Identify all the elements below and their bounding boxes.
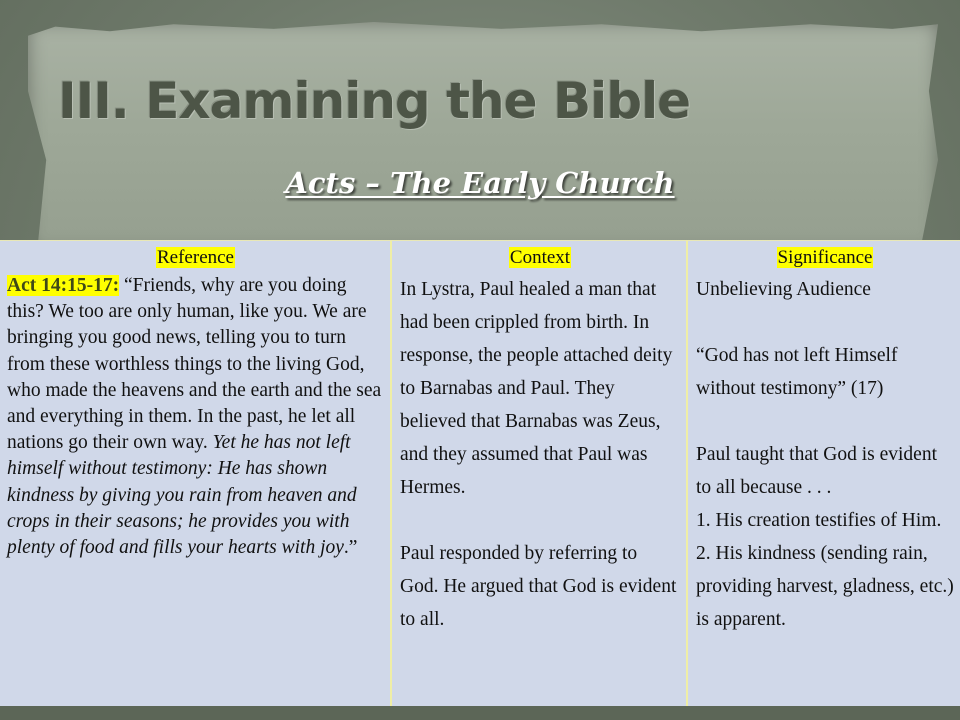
- context-column: [390, 241, 686, 708]
- context-paragraph-1: In Lystra, Paul healed a man that had been crippled from birth. In response, the people attached deity to Barnabas and Paul. They believed that Barnabas was Zeus, and they assumed that Paul was Hermes.: [400, 279, 673, 498]
- significance-line-4: 1. His creation testifies of Him.: [696, 510, 942, 531]
- reference-text: [7, 273, 384, 561]
- significance-line-1: Unbelieving Audience: [696, 279, 871, 300]
- content-table: [0, 240, 960, 708]
- significance-line-5: 2. His kindness (sending rain, providing harvest, gladness, etc.) is apparent.: [696, 543, 954, 630]
- reference-header: Reference: [157, 247, 234, 268]
- significance-header: Significance: [777, 247, 873, 268]
- spacer: [696, 405, 954, 438]
- spacer: [696, 306, 954, 339]
- context-header: Context: [509, 247, 571, 268]
- significance-line-2: “God has not left Himself without testimony” (17): [696, 345, 898, 399]
- quote-end: .”: [343, 537, 358, 559]
- reference-column: [0, 241, 390, 708]
- context-paragraph-2: Paul responded by referring to God. He argued that God is evident to all.: [400, 543, 677, 630]
- scripture-citation: Act 14:15-17:: [7, 275, 120, 296]
- spacer: [400, 504, 680, 537]
- slide-title: III. Examining the Bible: [58, 72, 691, 130]
- quote-plain: “Friends, why are you doing this? We too are only human, like you. We are bringing you good news, telling you to turn from these worthless things to the living God, who made the heavens and the earth and the sea and everything in them. In the past, he let all nations go their own way.: [7, 275, 382, 454]
- title-paper-banner: [28, 22, 938, 252]
- slide-subtitle: Acts – The Early Church: [285, 166, 675, 200]
- significance-column: [686, 241, 960, 708]
- bottom-band: [0, 706, 960, 720]
- significance-line-3: Paul taught that God is evident to all because . . .: [696, 444, 938, 498]
- quote-italic: Yet he has not left himself without testimony: He has shown kindness by giving you rain from heaven and crops in their seasons; he provides you with plenty of food and fills your hearts with joy: [7, 432, 357, 559]
